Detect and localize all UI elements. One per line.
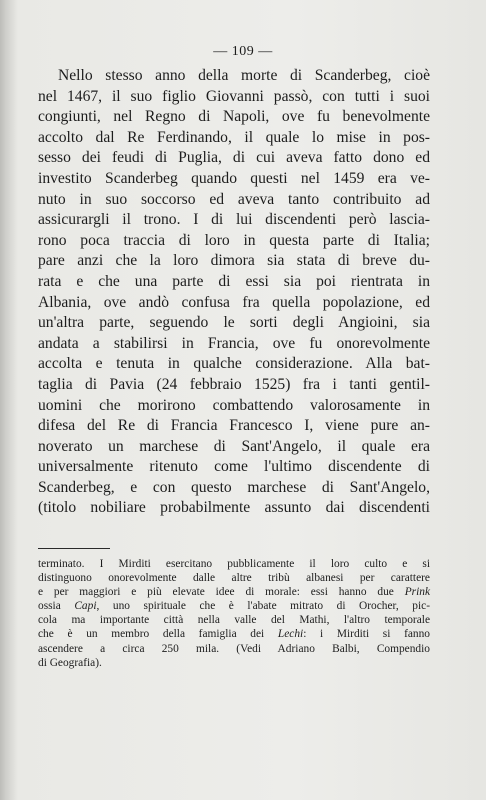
page-number: — 109 — xyxy=(213,44,273,59)
footnote-line: terminato. I Mirditi esercitano pubblicamente il loro culto e si xyxy=(38,558,430,570)
text-line: uomini che morirono combattendo valorosamente in xyxy=(38,396,430,414)
footnote-emphasis: Prink xyxy=(404,586,430,599)
footnote-divider xyxy=(38,548,110,549)
text-line: accolto dal Re Ferdinando, il quale lo mise in pos- xyxy=(38,128,430,146)
text-line: nuto in suo soccorso ed aveva tanto contribuito ad xyxy=(38,190,430,208)
text-line: difesa del Re di Francia Francesco I, viene pure an- xyxy=(38,417,430,435)
text-line: nel 1467, il suo figlio Giovanni passò, con tutti i suoi xyxy=(38,87,430,105)
footnote-line: di Geografia). xyxy=(38,656,102,669)
text-line: rata e che una parte di essi sia poi rientrata in xyxy=(38,272,430,290)
text-line: universalmente ritenuto come l'ultimo discendente di xyxy=(38,458,430,476)
text-line: (titolo nobiliare probabilmente assunto dai discendenti xyxy=(38,499,430,517)
text-line: un'altra parte, seguendo le sorti degli Angioini, sia xyxy=(38,314,430,332)
footnote-line xyxy=(38,585,430,599)
footnote-line: distinguono onorevolmente dalle altre tribù albanesi per carattere xyxy=(38,572,430,585)
footnote-line xyxy=(38,627,430,641)
text-line: Nello stesso anno della morte di Scanderbeg, cioè xyxy=(58,67,430,84)
text-line: investito Scanderbeg quando questi nel 1459 era ve- xyxy=(38,169,430,187)
footnote-line xyxy=(38,599,430,613)
footnote-text: e per maggiori e più elevate idee di morale: essi hanno due xyxy=(38,586,405,599)
footnote-text: che è un membro della famiglia dei xyxy=(38,628,278,641)
footnote xyxy=(38,557,430,670)
text-line: andata a stabilirsi in Francia, ove fu onorevolmente xyxy=(38,334,430,352)
text-line: taglia di Pavia (24 febbraio 1525) fra i tanti gentil- xyxy=(38,375,430,393)
text-line: Scanderbeg, e con questo marchese di Sant'Angelo, xyxy=(38,478,430,496)
text-line: accolta e tenuta in qualche considerazione. Alla bat- xyxy=(38,355,430,373)
text-line: assicurargli il trono. I di lui discendenti però lascia- xyxy=(38,211,430,229)
footnote-text: : i Mirditi si fanno xyxy=(303,628,431,641)
text-line: Albania, ove andò confusa fra quella popolazione, ed xyxy=(38,293,430,311)
text-line: rono poca traccia di loro in questa parte di Italia; xyxy=(38,231,430,249)
text-line: noverato un marchese di Sant'Angelo, il quale era xyxy=(38,437,430,455)
footnote-emphasis: Lechi xyxy=(277,628,304,641)
footnote-line: ascendere a circa 250 mila. (Vedi Adriano Balbi, Compendio xyxy=(38,642,430,655)
footnote-text: ossia xyxy=(38,600,75,613)
text-line: sesso dei feudi di Puglia, di cui aveva fatto dono ed xyxy=(38,149,430,167)
footnote-emphasis: Capi xyxy=(74,600,97,613)
text-line: congiunti, nel Regno di Napoli, ove fu benevolmente xyxy=(38,108,430,126)
footnote-text: , uno spirituale che è l'abate mitrato di Orocher, pic- xyxy=(96,600,430,613)
main-paragraph xyxy=(38,66,430,519)
text-line: pare anzi che la loro dimora sia stata di breve du- xyxy=(38,252,430,270)
footnote-line: cola ma importante città nella valle del Mathi, l'altro temporale xyxy=(38,614,430,627)
